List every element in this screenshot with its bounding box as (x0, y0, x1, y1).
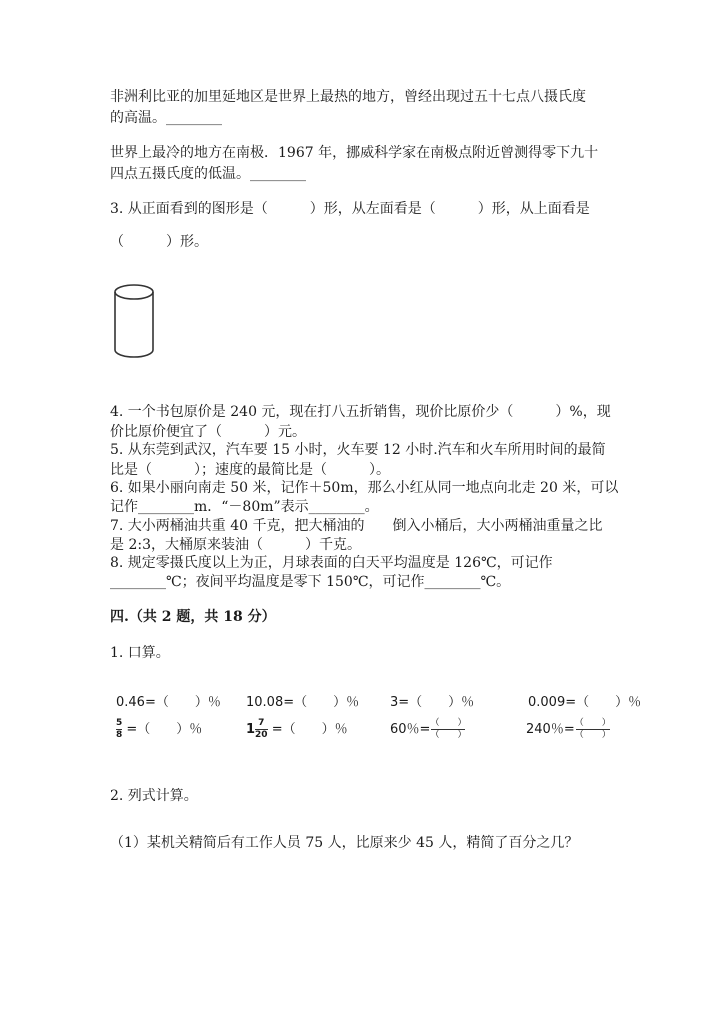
question-7-line-1: 7. 大小两桶油共重 40 千克，把大桶油的 倒入小桶后，大小两桶油重量之比 (110, 518, 603, 534)
question-5-line-2: 比是（ ）；速度的最简比是（ ）。 (110, 462, 390, 478)
question-8-line-2: ________℃；夜间平均温度是零下 150℃，可记作________℃。 (110, 574, 511, 590)
numerator: 5 (116, 718, 123, 728)
question-4-line-1: 4. 一个书包原价是 240 元，现在打八五折销售，现价比原价少（ ）%，现 (110, 404, 611, 420)
question-4-line-2: 价比原价便宜了（ ）元。 (110, 424, 306, 440)
subquestion-2-label: 2. 列式计算。 (110, 788, 198, 804)
calc-head: 60％= (390, 722, 431, 737)
numerator: （ ） (574, 718, 611, 728)
question-3-line-2: （ ）形。 (110, 234, 208, 250)
calc-tail: =（ ）％ (267, 722, 348, 737)
denominator: 20 (255, 730, 268, 740)
blank-fraction (575, 719, 611, 740)
section-4-heading: 四.（共 2 题，共 18 分） (110, 609, 276, 625)
cylinder-figure (110, 280, 158, 362)
subquestion-1-label: 1. 口算。 (110, 645, 170, 661)
intro-line-4: 四点五摄氏度的低温。________ (110, 166, 306, 182)
fraction (255, 719, 268, 740)
question-7-line-2: 是 2:3，大桶原来装油（ ）千克。 (110, 537, 361, 553)
question-8-line-1: 8. 规定零摄氏度以上为正，月球表面的白天平均温度是 126℃，可记作 (110, 555, 553, 571)
blank-fraction (430, 719, 466, 740)
denominator: 8 (116, 730, 123, 740)
intro-line-2: 的高温。________ (110, 110, 222, 126)
denominator: （ ） (574, 730, 611, 740)
denominator: （ ） (430, 730, 467, 740)
whole-number: 1 (246, 722, 256, 737)
calc-item-6 (246, 718, 348, 740)
problem-1: （1）某机关精简后有工作人员 75 人，比原来少 45 人，精简了百分之几？ (110, 835, 579, 851)
intro-line-1: 非洲利比亚的加里延地区是世界上最热的地方，曾经出现过五十七点八摄氏度 (110, 89, 586, 105)
calc-item-8 (526, 718, 611, 740)
numerator: （ ） (430, 718, 467, 728)
numerator: 7 (258, 718, 265, 728)
calc-item-2: 10.08=（ ）％ (246, 695, 360, 710)
calc-item-3: 3=（ ）％ (390, 695, 475, 710)
calc-head: 240％= (526, 722, 575, 737)
question-5-line-1: 5. 从东莞到武汉，汽车要 15 小时，火车要 12 小时.汽车和火车所用时间的最简 (110, 442, 606, 458)
intro-line-3: 世界上最冷的地方在南极．1967 年，挪威科学家在南极点附近曾测得零下九十 (110, 145, 599, 161)
calc-item-5 (116, 718, 202, 740)
calc-item-1: 0.46=（ ）％ (116, 695, 221, 710)
calc-item-4: 0.009=（ ）％ (528, 695, 642, 710)
question-6-line-2: 记作________m．“－80m”表示________。 (110, 499, 379, 515)
calc-tail: =（ ）％ (122, 722, 203, 737)
calc-item-7 (390, 718, 466, 740)
question-6-line-1: 6. 如果小丽向南走 50 米，记作＋50m，那么小红从同一地点向北走 20 米，可以 (110, 480, 619, 496)
question-3-line-1: 3. 从正面看到的图形是（ ）形，从左面看是（ ）形，从上面看是 (110, 201, 590, 217)
